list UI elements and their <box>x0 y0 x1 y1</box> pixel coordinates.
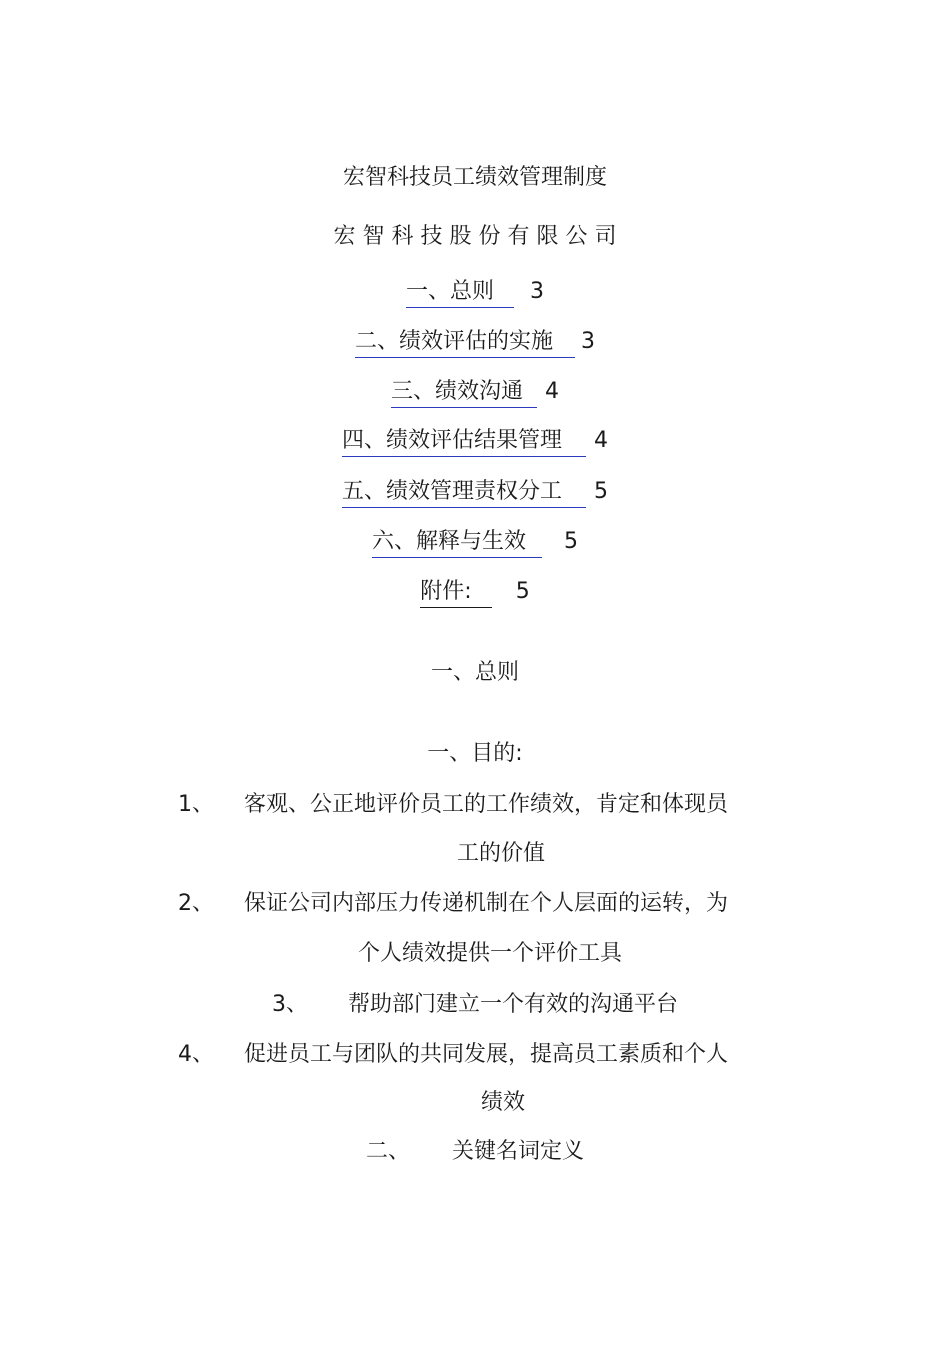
list-item-number: 4、 <box>178 1042 214 1067</box>
toc-link[interactable]: 一、总则 <box>406 277 514 308</box>
toc-entry <box>0 577 950 608</box>
list-item-text: 促进员工与团队的共同发展，提高员工素质和个人 <box>244 1042 729 1067</box>
list-item-number: 1、 <box>178 792 214 817</box>
company-name: 宏 智 科 技 股 份 有 限 公 司 <box>333 224 617 249</box>
toc-page-number: 5 <box>564 529 578 554</box>
toc-entry <box>0 477 950 508</box>
list-item-text: 保证公司内部压力传递机制在个人层面的运转，为 <box>244 891 729 916</box>
toc-page-number: 3 <box>530 279 544 304</box>
section-number: 二、 <box>365 1139 410 1164</box>
toc-entry <box>0 426 950 457</box>
toc-page-number: 4 <box>594 428 608 453</box>
toc-link[interactable]: 四、绩效评估结果管理 <box>342 426 586 457</box>
toc-link[interactable]: 附件: <box>420 577 491 608</box>
toc-entry <box>0 277 950 308</box>
toc-link[interactable]: 三、绩效沟通 <box>391 377 537 408</box>
toc-link[interactable]: 二、绩效评估的实施 <box>355 327 575 358</box>
list-item <box>0 990 950 1020</box>
toc-link[interactable]: 六、解释与生效 <box>372 527 542 558</box>
toc-link[interactable]: 五、绩效管理责权分工 <box>342 477 586 508</box>
toc-entry <box>0 527 950 558</box>
list-item-number: 3、 <box>271 992 308 1017</box>
toc-entry <box>0 377 950 408</box>
toc-page-number: 5 <box>594 479 608 504</box>
document-title: 宏智科技员工绩效管理制度 <box>342 165 607 190</box>
subsection-heading: 一、目的: <box>427 741 523 766</box>
list-item-continuation: 工的价值 <box>456 841 545 866</box>
toc-page-number: 3 <box>581 329 595 354</box>
section-title: 关键名词定义 <box>452 1139 585 1164</box>
toc-page-number: 4 <box>545 379 559 404</box>
list-item-number: 2、 <box>178 891 214 916</box>
list-item-text: 客观、公正地评价员工的工作绩效，肯定和体现员 <box>244 792 729 817</box>
section-heading <box>0 1137 950 1167</box>
list-item-continuation: 个人绩效提供一个评价工具 <box>357 941 622 966</box>
list-item-text: 帮助部门建立一个有效的沟通平台 <box>347 992 678 1017</box>
toc-entry <box>0 327 950 358</box>
list-item-continuation: 绩效 <box>480 1090 525 1115</box>
toc-page-number: 5 <box>515 579 530 604</box>
section-heading: 一、总则 <box>430 660 519 685</box>
